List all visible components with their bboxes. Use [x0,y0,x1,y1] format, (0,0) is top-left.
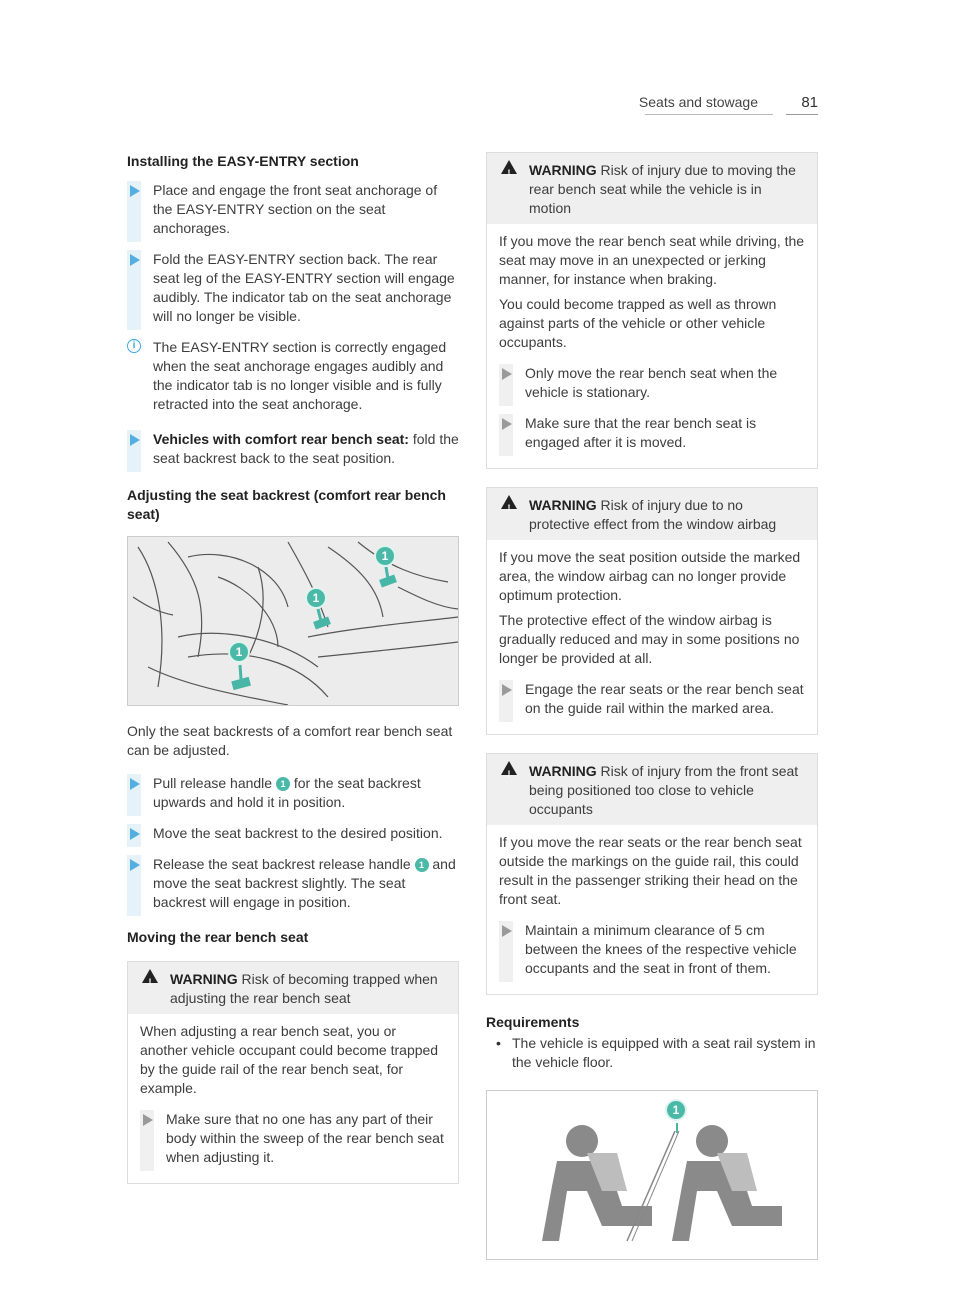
step-place-anchorage: Place and engage the front seat anchorage of the EASY-ENTRY section on the seat anchorages. [127,181,459,238]
step-arrow-icon [502,418,512,430]
heading-adjusting: Adjusting the seat backrest (comfort rear bench seat) [127,487,446,522]
seat-rail-figure [486,1090,818,1260]
step-bold-label: Vehicles with comfort rear bench seat: [153,431,409,447]
heading-installing: Installing the EASY-ENTRY section [127,153,359,169]
step-arrow-icon [130,778,140,790]
step-arrow-icon [130,185,140,197]
warning-front-seat: ! WARNING Risk of injury from the front seat being positioned too close to vehicle occupants If you move the rear seats or the rear bench seat outside the markings on the guide rail, this could result in the passenger striking their head on the front seat. Maintain a minimum clearance of 5 cm between the knees of the respective vehicle occupants and the seat in front of them. [486,753,818,995]
warning-airbag: ! WARNING Risk of injury due to no protective effect from the window airbag If you move the seat position outside the marked area, the window airbag can no longer provide optimum protection. The protective effect of the window airbag is gradually reduced and may in some positions no longer be provided at all. Engage the rear seats or the rear bench seat on the guide rail within the marked area. [486,487,818,735]
seat-backrest-figure [127,536,459,706]
step-release-handle: Release the seat backrest release handle 1 and move the seat backrest slightly. The seat backrest will engage in position. [127,855,459,912]
info-icon: i [127,339,141,353]
callout-1c: 1 [228,641,250,663]
step-engage-marked: Engage the rear seats or the rear bench seat on the guide rail within the marked area. [499,680,805,718]
step-arrow-icon [130,254,140,266]
step-arrow-icon [130,434,140,446]
requirements [486,1013,818,1072]
warning-icon: ! [501,495,517,509]
warning-icon: ! [501,160,517,174]
step-comfort-seat: Vehicles with comfort rear bench seat: fold the seat backrest back to the seat position. [127,430,459,468]
callout-inline-1: 1 [276,777,290,791]
seat-illustration [128,537,459,706]
page-number-rule [786,114,818,115]
callout-1: 1 [665,1099,687,1121]
step-pull-handle: Pull release handle 1 for the seat backrest upwards and hold it in position. [127,774,459,812]
step-only-stationary: Only move the rear bench seat when the vehicle is stationary. [499,364,805,402]
paragraph-only-backrests: Only the seat backrests of a comfort rear bench seat can be adjusted. [127,723,453,758]
heading-requirements: Requirements [486,1014,580,1030]
page-header [0,94,818,118]
header-rule [645,114,773,115]
step-engaged-after: Make sure that the rear bench seat is engaged after it is moved. [499,414,805,452]
step-arrow-icon [130,828,140,840]
left-column [127,152,459,1202]
step-arrow-icon [502,368,512,380]
right-column [486,152,818,1260]
step-fold-section: Fold the EASY-ENTRY section back. The rear seat leg of the EASY-ENTRY section will engage audibly. The indicator tab on the seat anchorage will no longer be visible. [127,250,459,326]
step-arrow-icon [502,684,512,696]
step-no-body-part: Make sure that no one has any part of their body within the sweep of the rear bench seat when adjusting it. [140,1110,446,1167]
section-title: Seats and stowage [638,94,758,110]
step-arrow-icon [130,859,140,871]
step-arrow-icon [143,1114,153,1126]
warning-trapped: ! WARNING Risk of becoming trapped when adjusting the rear bench seat When adjusting a rear bench seat, you or another vehicle occupant could become trapped by the guide rail of the rear bench seat, for example. Make sure that no one has any part of their body within the sweep of the rear bench seat when adjusting it. [127,961,459,1184]
heading-moving: Moving the rear bench seat [127,929,309,945]
step-move-backrest: Move the seat backrest to the desired position. [127,824,459,843]
warning-icon: ! [501,761,517,775]
step-arrow-icon [502,925,512,937]
warning-icon: ! [142,969,158,983]
callout-1b: 1 [305,587,327,609]
callout-1a: 1 [374,545,396,567]
warning-moving: ! WARNING Risk of injury due to moving the rear bench seat while the vehicle is in motion If you move the rear bench seat while driving, the seat may move in an unexpected or jerking manner, for instance when braking. You could become trapped as well as thrown against parts of the vehicle or other vehicle occupants. Only move the rear bench seat when the vehicle is stationary. Make sure that the rear bench seat is engaged after it is moved. [486,152,818,469]
page-number: 81 [801,94,818,111]
info-note: i The EASY-ENTRY section is correctly engaged when the seat anchorage engages audibly and the indicator tab is no longer visible and is fully retracted into the seat anchorage. [127,338,459,414]
step-min-clearance: Maintain a minimum clearance of 5 cm between the knees of the respective vehicle occupants and the seat in front of them. [499,921,805,978]
seat-rail-illustration [487,1091,818,1260]
requirement-item: • The vehicle is equipped with a seat rail system in the vehicle floor. [486,1034,818,1072]
callout-inline-1: 1 [415,858,429,872]
